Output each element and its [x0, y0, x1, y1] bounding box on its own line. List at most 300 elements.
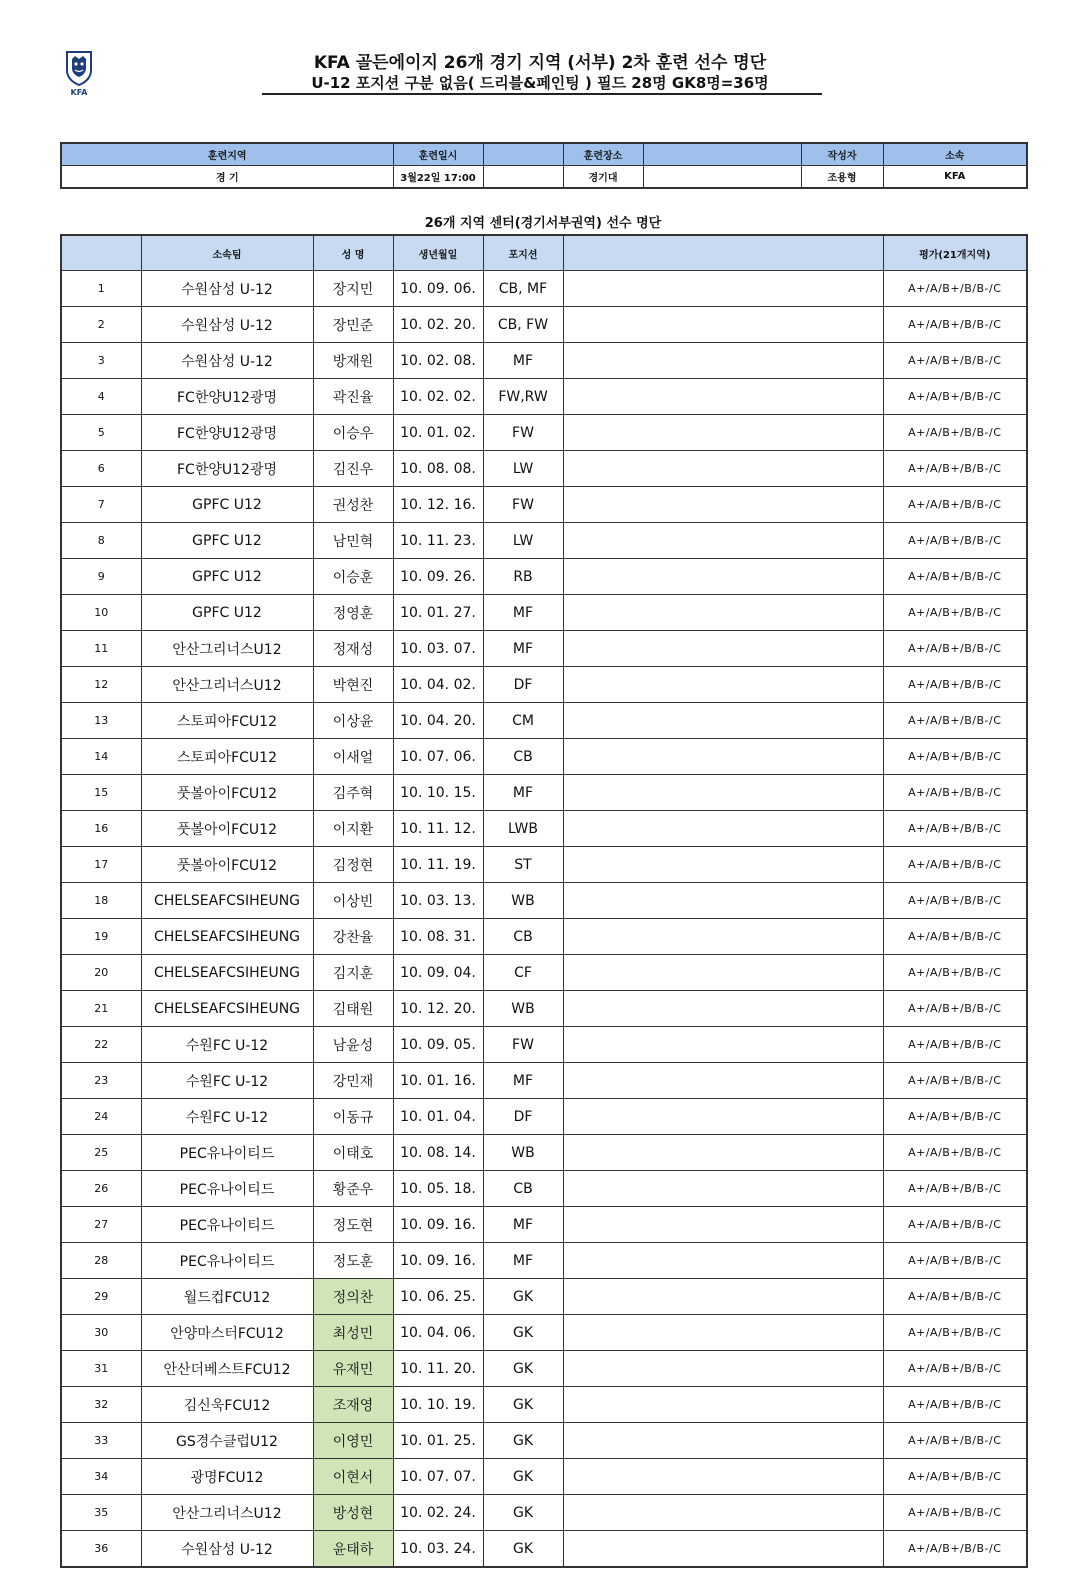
info-value-cell	[483, 166, 563, 189]
position-cell: GK	[483, 1351, 563, 1387]
player-name-cell: 이지환	[313, 811, 393, 847]
evaluation-cell: A+/A/B+/B/B-/C	[883, 775, 1027, 811]
position-cell: CB, MF	[483, 271, 563, 307]
row-number: 33	[61, 1423, 141, 1459]
team-cell: FC한양U12광명	[141, 379, 313, 415]
row-number: 34	[61, 1459, 141, 1495]
row-number: 32	[61, 1387, 141, 1423]
row-number: 3	[61, 343, 141, 379]
team-cell: 수원삼성 U-12	[141, 271, 313, 307]
notes-cell	[563, 955, 883, 991]
evaluation-cell: A+/A/B+/B/B-/C	[883, 1387, 1027, 1423]
team-cell: PEC유나이티드	[141, 1135, 313, 1171]
birthdate-cell: 10. 06. 25.	[393, 1279, 483, 1315]
row-number: 6	[61, 451, 141, 487]
position-cell: CF	[483, 955, 563, 991]
birthdate-cell: 10. 09. 16.	[393, 1207, 483, 1243]
table-row	[61, 1459, 1027, 1495]
team-cell: GS경수클럽U12	[141, 1423, 313, 1459]
info-header-cell: 소속	[883, 143, 1027, 166]
birthdate-cell: 10. 11. 20.	[393, 1351, 483, 1387]
notes-cell	[563, 415, 883, 451]
info-header-cell: 훈련일시	[393, 143, 483, 166]
notes-cell	[563, 343, 883, 379]
header-team: 소속팀	[141, 235, 313, 271]
team-cell: FC한양U12광명	[141, 415, 313, 451]
player-name-cell: 이동규	[313, 1099, 393, 1135]
notes-cell	[563, 1243, 883, 1279]
header-name: 성 명	[313, 235, 393, 271]
notes-cell	[563, 271, 883, 307]
player-name-cell: 이상윤	[313, 703, 393, 739]
roster-title: 26개 지역 센터(경기서부권역) 선수 명단	[424, 216, 662, 231]
row-number: 26	[61, 1171, 141, 1207]
table-row	[61, 1027, 1027, 1063]
player-name-cell: 정의찬	[313, 1279, 393, 1315]
player-name-cell: 유재민	[313, 1351, 393, 1387]
position-cell: FW	[483, 415, 563, 451]
team-cell: 스토피아FCU12	[141, 703, 313, 739]
birthdate-cell: 10. 02. 24.	[393, 1495, 483, 1531]
notes-cell	[563, 1387, 883, 1423]
team-cell: 풋볼아이FCU12	[141, 775, 313, 811]
birthdate-cell: 10. 01. 25.	[393, 1423, 483, 1459]
evaluation-cell: A+/A/B+/B/B-/C	[883, 1351, 1027, 1387]
birthdate-cell: 10. 09. 16.	[393, 1243, 483, 1279]
info-header-cell: 작성자	[801, 143, 883, 166]
table-row	[61, 487, 1027, 523]
evaluation-cell: A+/A/B+/B/B-/C	[883, 307, 1027, 343]
position-cell: RB	[483, 559, 563, 595]
team-cell: 광명FCU12	[141, 1459, 313, 1495]
team-cell: PEC유나이티드	[141, 1171, 313, 1207]
table-row	[61, 631, 1027, 667]
birthdate-cell: 10. 09. 06.	[393, 271, 483, 307]
team-cell: 월드컵FCU12	[141, 1279, 313, 1315]
row-number: 19	[61, 919, 141, 955]
table-row	[61, 775, 1027, 811]
notes-cell	[563, 1171, 883, 1207]
notes-cell	[563, 1495, 883, 1531]
info-header-cell	[643, 143, 801, 166]
row-number: 29	[61, 1279, 141, 1315]
birthdate-cell: 10. 02. 02.	[393, 379, 483, 415]
table-row	[61, 1243, 1027, 1279]
player-name-cell: 곽진율	[313, 379, 393, 415]
birthdate-cell: 10. 03. 07.	[393, 631, 483, 667]
position-cell: WB	[483, 883, 563, 919]
player-name-cell: 이승우	[313, 415, 393, 451]
row-number: 15	[61, 775, 141, 811]
evaluation-cell: A+/A/B+/B/B-/C	[883, 739, 1027, 775]
evaluation-cell: A+/A/B+/B/B-/C	[883, 919, 1027, 955]
evaluation-cell: A+/A/B+/B/B-/C	[883, 595, 1027, 631]
table-row	[61, 1351, 1027, 1387]
evaluation-cell: A+/A/B+/B/B-/C	[883, 955, 1027, 991]
evaluation-cell: A+/A/B+/B/B-/C	[883, 883, 1027, 919]
table-row	[61, 955, 1027, 991]
position-cell: LW	[483, 523, 563, 559]
player-name-cell: 이영민	[313, 1423, 393, 1459]
row-number: 11	[61, 631, 141, 667]
row-number: 10	[61, 595, 141, 631]
row-number: 23	[61, 1063, 141, 1099]
table-row	[61, 307, 1027, 343]
info-header-row	[61, 143, 1027, 166]
position-cell: LW	[483, 451, 563, 487]
birthdate-cell: 10. 12. 16.	[393, 487, 483, 523]
birthdate-cell: 10. 04. 06.	[393, 1315, 483, 1351]
player-name-cell: 이태호	[313, 1135, 393, 1171]
notes-cell	[563, 487, 883, 523]
player-name-cell: 김지훈	[313, 955, 393, 991]
info-value-row	[61, 166, 1027, 189]
table-row	[61, 451, 1027, 487]
player-name-cell: 이새얼	[313, 739, 393, 775]
position-cell: GK	[483, 1423, 563, 1459]
team-cell: 안산그리너스U12	[141, 1495, 313, 1531]
table-row	[61, 1171, 1027, 1207]
player-name-cell: 김정현	[313, 847, 393, 883]
player-name-cell: 장민준	[313, 307, 393, 343]
table-row	[61, 847, 1027, 883]
training-datetime: 3월22일 17:00	[393, 166, 483, 189]
birthdate-cell: 10. 10. 15.	[393, 775, 483, 811]
notes-cell	[563, 1135, 883, 1171]
table-row	[61, 667, 1027, 703]
table-row	[61, 559, 1027, 595]
row-number: 7	[61, 487, 141, 523]
birthdate-cell: 10. 02. 08.	[393, 343, 483, 379]
row-number: 17	[61, 847, 141, 883]
roster-table	[60, 234, 1028, 1568]
team-cell: CHELSEAFCSIHEUNG	[141, 883, 313, 919]
player-name-cell: 이승훈	[313, 559, 393, 595]
birthdate-cell: 10. 11. 23.	[393, 523, 483, 559]
table-row	[61, 1135, 1027, 1171]
subtitle-underline	[262, 93, 822, 95]
position-cell: WB	[483, 991, 563, 1027]
birthdate-cell: 10. 07. 06.	[393, 739, 483, 775]
team-cell: 스토피아FCU12	[141, 739, 313, 775]
birthdate-cell: 10. 04. 20.	[393, 703, 483, 739]
evaluation-cell: A+/A/B+/B/B-/C	[883, 559, 1027, 595]
position-cell: GK	[483, 1495, 563, 1531]
notes-cell	[563, 775, 883, 811]
notes-cell	[563, 523, 883, 559]
evaluation-cell: A+/A/B+/B/B-/C	[883, 811, 1027, 847]
header-birth: 생년월일	[393, 235, 483, 271]
player-name-cell: 남윤성	[313, 1027, 393, 1063]
team-cell: 풋볼아이FCU12	[141, 811, 313, 847]
table-row	[61, 1387, 1027, 1423]
evaluation-cell: A+/A/B+/B/B-/C	[883, 1243, 1027, 1279]
table-row	[61, 1315, 1027, 1351]
info-header-cell: 훈련장소	[563, 143, 643, 166]
row-number: 22	[61, 1027, 141, 1063]
player-name-cell: 정도훈	[313, 1243, 393, 1279]
table-row	[61, 811, 1027, 847]
team-cell: 수원삼성 U-12	[141, 343, 313, 379]
team-cell: GPFC U12	[141, 487, 313, 523]
evaluation-cell: A+/A/B+/B/B-/C	[883, 1099, 1027, 1135]
position-cell: CB, FW	[483, 307, 563, 343]
player-name-cell: 황준우	[313, 1171, 393, 1207]
row-number: 31	[61, 1351, 141, 1387]
position-cell: CB	[483, 1171, 563, 1207]
notes-cell	[563, 703, 883, 739]
player-name-cell: 강찬율	[313, 919, 393, 955]
author: 조용형	[801, 166, 883, 189]
team-cell: 수원삼성 U-12	[141, 307, 313, 343]
position-cell: MF	[483, 343, 563, 379]
birthdate-cell: 10. 11. 19.	[393, 847, 483, 883]
position-cell: FW,RW	[483, 379, 563, 415]
birthdate-cell: 10. 02. 20.	[393, 307, 483, 343]
row-number: 5	[61, 415, 141, 451]
position-cell: ST	[483, 847, 563, 883]
row-number: 30	[61, 1315, 141, 1351]
notes-cell	[563, 451, 883, 487]
notes-cell	[563, 379, 883, 415]
birthdate-cell: 10. 05. 18.	[393, 1171, 483, 1207]
evaluation-cell: A+/A/B+/B/B-/C	[883, 523, 1027, 559]
row-number: 8	[61, 523, 141, 559]
team-cell: 수원FC U-12	[141, 1027, 313, 1063]
position-cell: GK	[483, 1387, 563, 1423]
position-cell: MF	[483, 1207, 563, 1243]
logo-text: KFA	[70, 88, 88, 97]
notes-cell	[563, 1063, 883, 1099]
notes-cell	[563, 811, 883, 847]
player-name-cell: 박현진	[313, 667, 393, 703]
info-header-cell: 훈련지역	[61, 143, 393, 166]
info-value-cell	[643, 166, 801, 189]
evaluation-cell: A+/A/B+/B/B-/C	[883, 703, 1027, 739]
notes-cell	[563, 1279, 883, 1315]
table-row	[61, 919, 1027, 955]
player-name-cell: 이상빈	[313, 883, 393, 919]
birthdate-cell: 10. 01. 04.	[393, 1099, 483, 1135]
team-cell: GPFC U12	[141, 559, 313, 595]
table-row	[61, 1207, 1027, 1243]
table-row	[61, 1531, 1027, 1568]
birthdate-cell: 10. 09. 26.	[393, 559, 483, 595]
player-name-cell: 정도현	[313, 1207, 393, 1243]
team-cell: 안양마스터FCU12	[141, 1315, 313, 1351]
header-position: 포지션	[483, 235, 563, 271]
position-cell: GK	[483, 1459, 563, 1495]
player-name-cell: 이현서	[313, 1459, 393, 1495]
notes-cell	[563, 1099, 883, 1135]
row-number: 28	[61, 1243, 141, 1279]
table-row	[61, 523, 1027, 559]
evaluation-cell: A+/A/B+/B/B-/C	[883, 1027, 1027, 1063]
player-name-cell: 조재영	[313, 1387, 393, 1423]
birthdate-cell: 10. 12. 20.	[393, 991, 483, 1027]
evaluation-cell: A+/A/B+/B/B-/C	[883, 379, 1027, 415]
table-row	[61, 271, 1027, 307]
player-name-cell: 방성현	[313, 1495, 393, 1531]
team-cell: CHELSEAFCSIHEUNG	[141, 991, 313, 1027]
row-number: 16	[61, 811, 141, 847]
evaluation-cell: A+/A/B+/B/B-/C	[883, 991, 1027, 1027]
table-row	[61, 343, 1027, 379]
table-row	[61, 1063, 1027, 1099]
row-number: 20	[61, 955, 141, 991]
evaluation-cell: A+/A/B+/B/B-/C	[883, 343, 1027, 379]
notes-cell	[563, 1207, 883, 1243]
notes-cell	[563, 1459, 883, 1495]
row-number: 21	[61, 991, 141, 1027]
table-row	[61, 883, 1027, 919]
team-cell: 안산그리너스U12	[141, 631, 313, 667]
team-cell: GPFC U12	[141, 595, 313, 631]
evaluation-cell: A+/A/B+/B/B-/C	[883, 415, 1027, 451]
header-no	[61, 235, 141, 271]
row-number: 18	[61, 883, 141, 919]
notes-cell	[563, 1351, 883, 1387]
position-cell: CM	[483, 703, 563, 739]
notes-cell	[563, 919, 883, 955]
table-row	[61, 1495, 1027, 1531]
notes-cell	[563, 1531, 883, 1568]
team-cell: 안산그리너스U12	[141, 667, 313, 703]
team-cell: 수원삼성 U-12	[141, 1531, 313, 1568]
birthdate-cell: 10. 09. 04.	[393, 955, 483, 991]
player-name-cell: 방재원	[313, 343, 393, 379]
evaluation-cell: A+/A/B+/B/B-/C	[883, 1423, 1027, 1459]
position-cell: MF	[483, 595, 563, 631]
evaluation-cell: A+/A/B+/B/B-/C	[883, 1171, 1027, 1207]
header-evaluation: 평가(21개지역)	[883, 235, 1027, 271]
birthdate-cell: 10. 08. 14.	[393, 1135, 483, 1171]
position-cell: MF	[483, 775, 563, 811]
notes-cell	[563, 1315, 883, 1351]
team-cell: CHELSEAFCSIHEUNG	[141, 919, 313, 955]
training-venue: 경기대	[563, 166, 643, 189]
team-cell: PEC유나이티드	[141, 1207, 313, 1243]
position-cell: DF	[483, 667, 563, 703]
position-cell: MF	[483, 631, 563, 667]
table-row	[61, 991, 1027, 1027]
kfa-logo	[64, 50, 94, 98]
position-cell: FW	[483, 1027, 563, 1063]
row-number: 13	[61, 703, 141, 739]
birthdate-cell: 10. 03. 13.	[393, 883, 483, 919]
birthdate-cell: 10. 10. 19.	[393, 1387, 483, 1423]
evaluation-cell: A+/A/B+/B/B-/C	[883, 271, 1027, 307]
evaluation-cell: A+/A/B+/B/B-/C	[883, 1495, 1027, 1531]
evaluation-cell: A+/A/B+/B/B-/C	[883, 487, 1027, 523]
birthdate-cell: 10. 01. 27.	[393, 595, 483, 631]
evaluation-cell: A+/A/B+/B/B-/C	[883, 1315, 1027, 1351]
birthdate-cell: 10. 08. 08.	[393, 451, 483, 487]
evaluation-cell: A+/A/B+/B/B-/C	[883, 847, 1027, 883]
birthdate-cell: 10. 04. 02.	[393, 667, 483, 703]
position-cell: DF	[483, 1099, 563, 1135]
notes-cell	[563, 595, 883, 631]
table-row	[61, 1099, 1027, 1135]
position-cell: CB	[483, 919, 563, 955]
row-number: 36	[61, 1531, 141, 1568]
page-subtitle: U-12 포지션 구분 없음( 드리블&페인팅 ) 필드 28명 GK8명=36명	[311, 74, 769, 92]
player-name-cell: 김진우	[313, 451, 393, 487]
evaluation-cell: A+/A/B+/B/B-/C	[883, 1531, 1027, 1568]
row-number: 9	[61, 559, 141, 595]
evaluation-cell: A+/A/B+/B/B-/C	[883, 1135, 1027, 1171]
position-cell: CB	[483, 739, 563, 775]
evaluation-cell: A+/A/B+/B/B-/C	[883, 667, 1027, 703]
training-info-table	[60, 142, 1028, 189]
team-cell: GPFC U12	[141, 523, 313, 559]
notes-cell	[563, 631, 883, 667]
evaluation-cell: A+/A/B+/B/B-/C	[883, 1279, 1027, 1315]
evaluation-cell: A+/A/B+/B/B-/C	[883, 1063, 1027, 1099]
team-cell: FC한양U12광명	[141, 451, 313, 487]
page-title: KFA 골든에이지 26개 경기 지역 (서부) 2차 훈련 선수 명단	[313, 53, 767, 73]
table-row	[61, 703, 1027, 739]
position-cell: FW	[483, 487, 563, 523]
notes-cell	[563, 991, 883, 1027]
row-number: 1	[61, 271, 141, 307]
player-name-cell: 강민재	[313, 1063, 393, 1099]
row-number: 35	[61, 1495, 141, 1531]
position-cell: WB	[483, 1135, 563, 1171]
table-row	[61, 739, 1027, 775]
team-cell: 풋볼아이FCU12	[141, 847, 313, 883]
row-number: 27	[61, 1207, 141, 1243]
team-cell: 수원FC U-12	[141, 1099, 313, 1135]
birthdate-cell: 10. 01. 02.	[393, 415, 483, 451]
birthdate-cell: 10. 09. 05.	[393, 1027, 483, 1063]
position-cell: LWB	[483, 811, 563, 847]
evaluation-cell: A+/A/B+/B/B-/C	[883, 631, 1027, 667]
player-name-cell: 윤태하	[313, 1531, 393, 1568]
position-cell: GK	[483, 1315, 563, 1351]
roster-header-row	[61, 235, 1027, 271]
notes-cell	[563, 1423, 883, 1459]
birthdate-cell: 10. 08. 31.	[393, 919, 483, 955]
notes-cell	[563, 1027, 883, 1063]
table-row	[61, 595, 1027, 631]
evaluation-cell: A+/A/B+/B/B-/C	[883, 1207, 1027, 1243]
row-number: 25	[61, 1135, 141, 1171]
notes-cell	[563, 667, 883, 703]
notes-cell	[563, 559, 883, 595]
team-cell: 수원FC U-12	[141, 1063, 313, 1099]
row-number: 4	[61, 379, 141, 415]
table-row	[61, 415, 1027, 451]
notes-cell	[563, 739, 883, 775]
team-cell: CHELSEAFCSIHEUNG	[141, 955, 313, 991]
training-region: 경 기	[61, 166, 393, 189]
row-number: 24	[61, 1099, 141, 1135]
player-name-cell: 권성찬	[313, 487, 393, 523]
position-cell: GK	[483, 1531, 563, 1568]
table-row	[61, 379, 1027, 415]
team-cell: 김신욱FCU12	[141, 1387, 313, 1423]
player-name-cell: 남민혁	[313, 523, 393, 559]
birthdate-cell: 10. 03. 24.	[393, 1531, 483, 1568]
position-cell: GK	[483, 1279, 563, 1315]
notes-cell	[563, 307, 883, 343]
notes-cell	[563, 847, 883, 883]
player-name-cell: 김태원	[313, 991, 393, 1027]
table-row	[61, 1279, 1027, 1315]
birthdate-cell: 10. 07. 07.	[393, 1459, 483, 1495]
birthdate-cell: 10. 01. 16.	[393, 1063, 483, 1099]
